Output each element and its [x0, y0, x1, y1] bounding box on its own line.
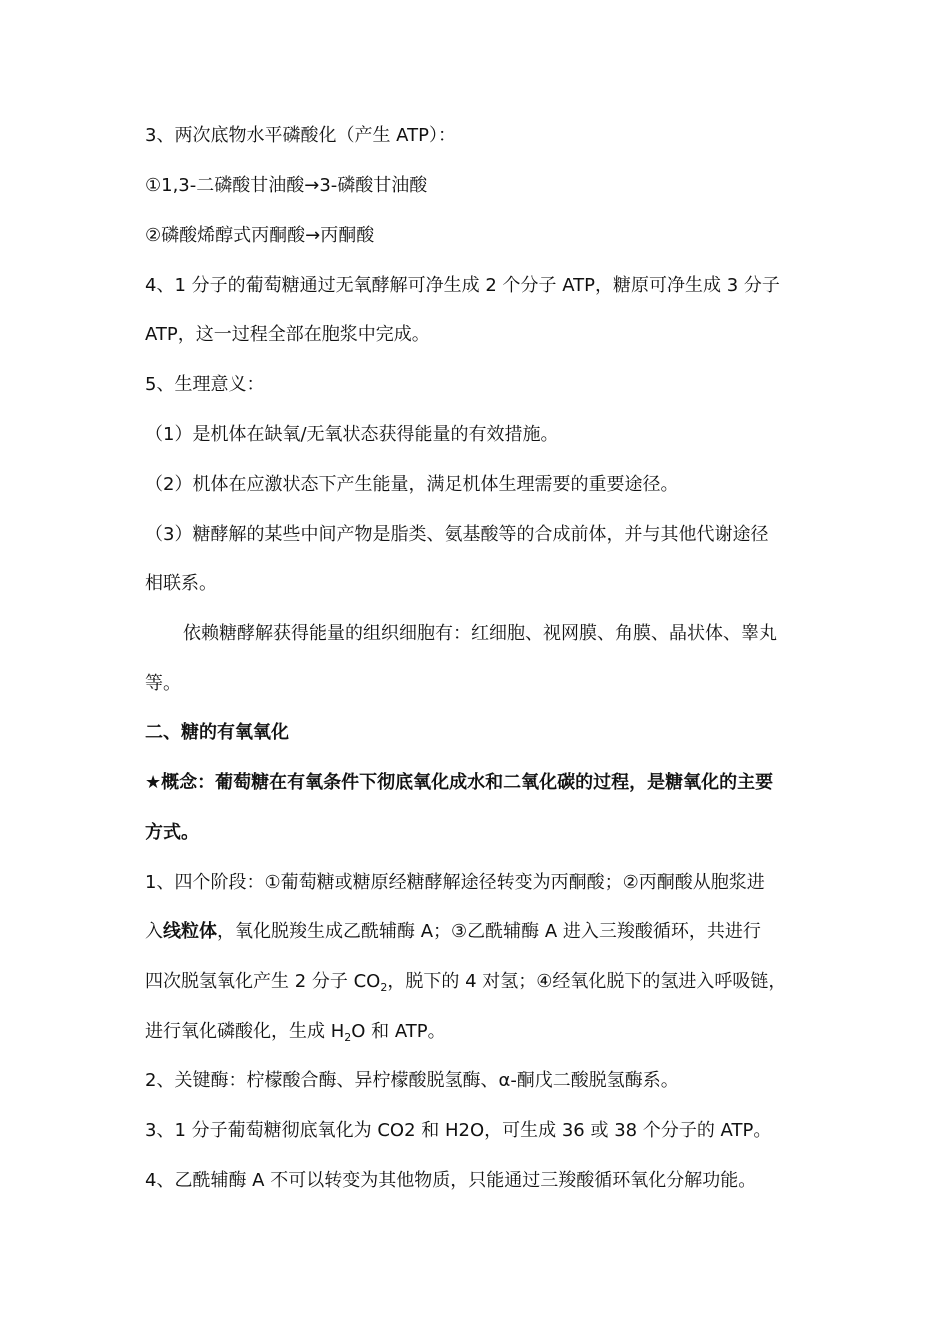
section-4-line-1: 4、1 分子的葡萄糖通过无氧酵解可净生成 2 个分子 ATP，糖原可净生成 3 分子	[145, 275, 780, 296]
concept-line-1: ★概念：葡萄糖在有氧条件下彻底氧化成水和二氧化碳的过程，是糖氧化的主要	[145, 772, 774, 793]
paragraph-1-line-2-pre: 入	[145, 921, 163, 942]
paragraph-1-line-4-post: O 和 ATP。	[351, 1021, 446, 1042]
section-3-item-2: ②磷酸烯醇式丙酮酸→丙酮酸	[145, 225, 375, 246]
paragraph-1-line-2	[145, 921, 825, 943]
section-5-item-2: （2）机体在应激状态下产生能量，满足机体生理需要的重要途径。	[145, 474, 679, 495]
paragraph-1-line-4	[145, 1021, 825, 1043]
paragraph-3: 3、1 分子葡萄糖彻底氧化为 CO2 和 H2O，可生成 36 或 38 个分子的 ATP。	[145, 1120, 772, 1141]
paragraph-1-line-4-pre: 进行氧化磷酸化，生成 H	[145, 1021, 345, 1042]
concept-line-2: 方式。	[145, 822, 199, 843]
section-5-item-3-line-1: （3）糖酵解的某些中间产物是脂类、氨基酸等的合成前体，并与其他代谢途径	[145, 524, 769, 545]
dependent-tissues-line-1: 依赖糖酵解获得能量的组织细胞有：红细胞、视网膜、角膜、晶状体、睾丸	[183, 623, 777, 644]
section-3-item-1: ①1,3-二磷酸甘油酸→3-磷酸甘油酸	[145, 175, 428, 196]
paragraph-1-line-1: 1、四个阶段：①葡萄糖或糖原经糖酵解途径转变为丙酮酸；②丙酮酸从胞浆进	[145, 872, 765, 893]
co2-subscript: 2	[380, 981, 388, 994]
mitochondria-term: 线粒体	[163, 921, 217, 942]
paragraph-1-line-3-pre: 四次脱氢氧化产生 2 分子 CO	[145, 971, 381, 992]
section-5-item-3-line-2: 相联系。	[145, 573, 217, 594]
dependent-tissues-line-2: 等。	[145, 673, 181, 694]
paragraph-1-line-3	[145, 971, 825, 993]
section-2-heading: 二、糖的有氧氧化	[145, 722, 289, 743]
paragraph-4: 4、乙酰辅酶 A 不可以转变为其他物质，只能通过三羧酸循环氧化分解功能。	[145, 1170, 757, 1191]
section-3-title: 3、两次底物水平磷酸化（产生 ATP）：	[145, 125, 456, 146]
section-5-title: 5、生理意义：	[145, 374, 265, 395]
h2o-subscript: 2	[344, 1031, 352, 1044]
paragraph-1-line-2-post: ，氧化脱羧生成乙酰辅酶 A；③乙酰辅酶 A 进入三羧酸循环，共进行	[217, 921, 761, 942]
section-5-item-1: （1）是机体在缺氧/无氧状态获得能量的有效措施。	[145, 424, 559, 445]
paragraph-1-line-3-post: ，脱下的 4 对氢；④经氧化脱下的氢进入呼吸链，	[387, 971, 787, 992]
section-4-line-2: ATP，这一过程全部在胞浆中完成。	[145, 324, 430, 345]
paragraph-2: 2、关键酶：柠檬酸合酶、异柠檬酸脱氢酶、α-酮戊二酸脱氢酶系。	[145, 1070, 679, 1091]
